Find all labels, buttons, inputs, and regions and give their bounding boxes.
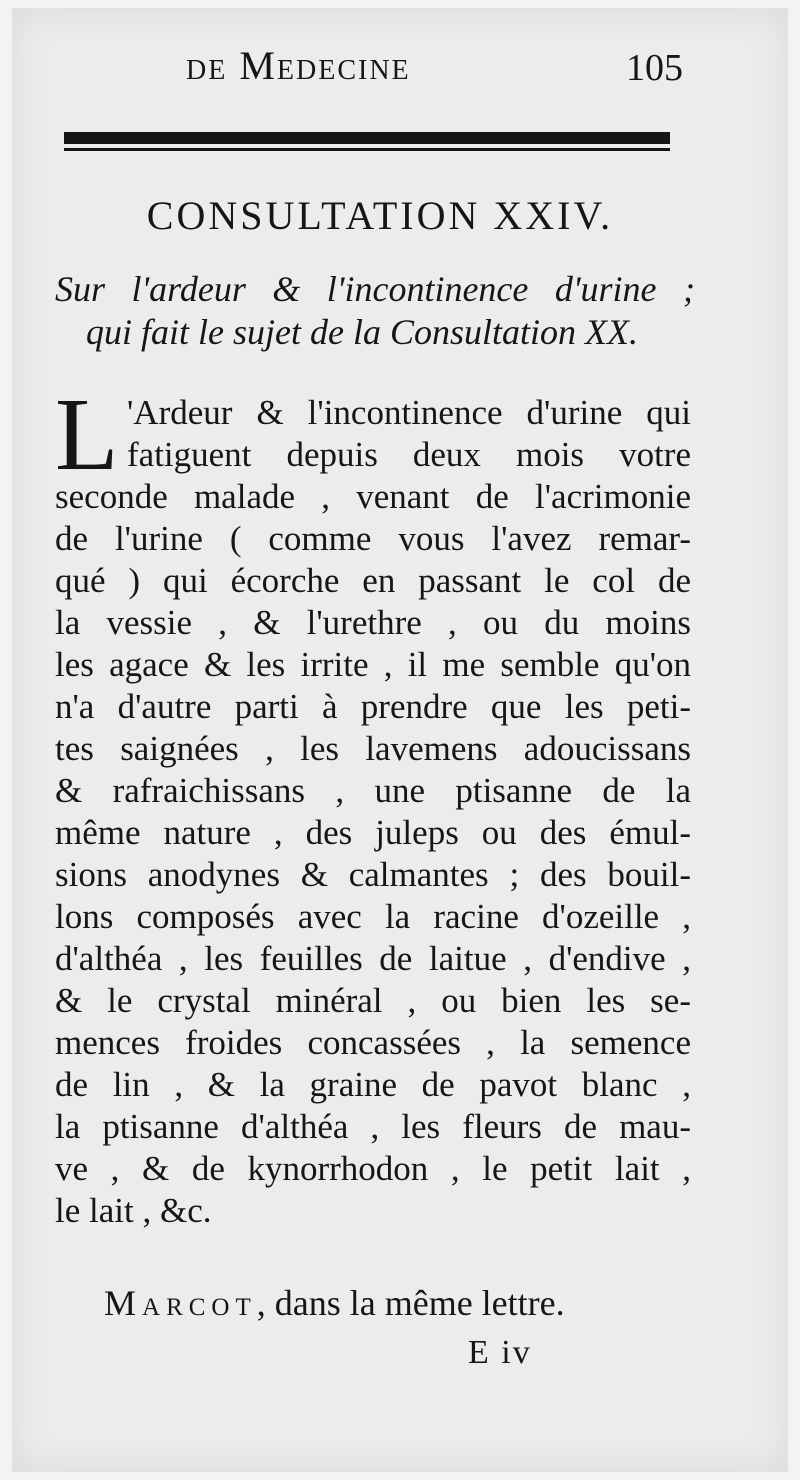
body-line: lons composés avec la racine d'ozeille , [55,897,691,936]
rule-thin-line [64,148,670,151]
consultation-title: CONSULTATION XXIV. [146,193,614,238]
body-line: ve , & de kynorrhodon , le petit lait , [55,1149,691,1188]
drop-cap: L [55,377,119,492]
body-line: le lait , &c. [55,1191,212,1230]
body-line: qué ) qui écorche en passant le col de [55,561,691,600]
header-rule [64,132,670,154]
body-line: d'althéa , les feuilles de laitue , d'endive , [55,939,691,978]
signature-name: Marcot [104,1283,257,1323]
page-number: 105 [626,47,683,89]
body-line: seconde malade , venant de l'acrimonie [55,477,691,516]
body-line: la ptisanne d'althéa , les fleurs de mau- [55,1107,691,1146]
body-line: mences froides concassées , la semence [55,1023,691,1062]
body-text [55,377,691,1232]
body-line: même nature , des juleps ou des émul- [55,813,691,852]
running-title: de Medecine [186,43,411,88]
page-header [0,42,800,92]
body-line: de l'urine ( comme vous l'avez remar- [55,519,691,558]
body-line: la vessie , & l'urethre , ou du moins [55,603,691,642]
body-line: sions anodynes & calmantes ; des bouil- [55,855,691,894]
subtitle-line-1: Sur l'ardeur & l'incontinence d'urine ; [55,269,695,309]
body-line: & rafraichissans , une ptisanne de la [55,771,691,810]
rule-thick-line [64,132,670,144]
body-line: fatiguent depuis deux mois votre [127,435,691,474]
signature-mark: E iv [468,1334,532,1371]
body-line: tes saignées , les lavemens adoucissans [55,729,691,768]
body-line: 'Ardeur & l'incontinence d'urine qui [127,393,691,432]
body-line: n'a d'autre parti à prendre que les peti- [55,687,691,726]
body-line: les agace & les irrite , il me semble qu'on [55,645,691,684]
body-line: de lin , & la graine de pavot blanc , [55,1065,691,1104]
body-line: & le crystal minéral , ou bien les se- [55,981,691,1020]
signature-text: , dans la même lettre. [256,1283,565,1323]
subtitle-line-2: qui fait le sujet de la Consultation XX. [86,312,638,352]
signature [104,1282,565,1324]
